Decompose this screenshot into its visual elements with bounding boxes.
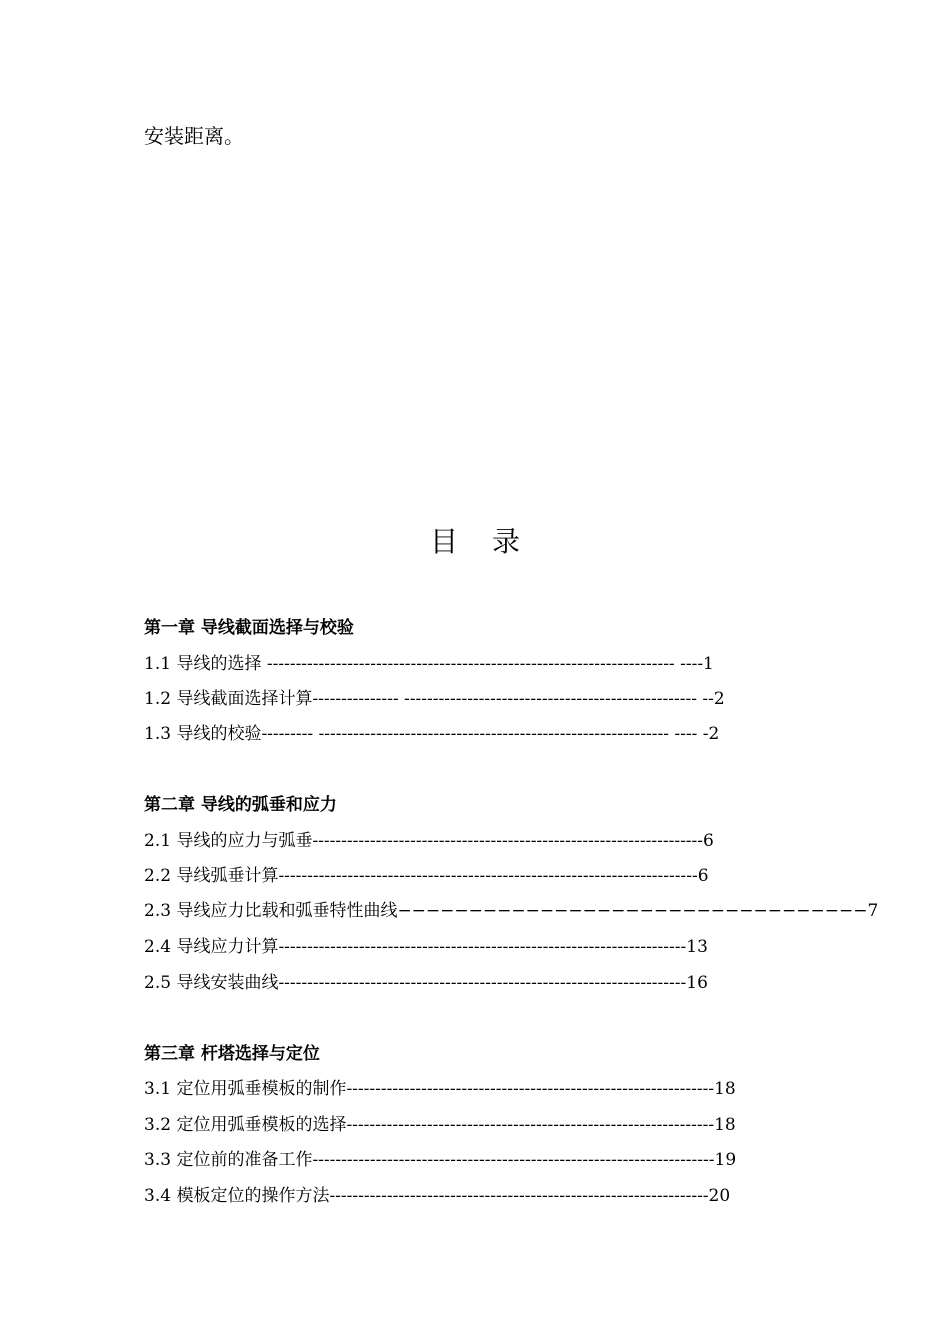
toc-entry-2-3: 2.3 导线应力比载和弧垂特性曲线−−−−−−−−−−−−−−−−−−−−−−−−−−−−−−−−−7 <box>144 901 879 921</box>
toc-entry-1-1: 1.1 导线的选择 ----------------------------------------------------------------------- ----1 <box>144 654 714 674</box>
toc-entry-3-3: 3.3 定位前的准备工作----------------------------------------------------------------------19 <box>144 1150 737 1170</box>
toc-entry-3-2: 3.2 定位用弧垂模板的选择----------------------------------------------------------------18 <box>144 1115 736 1135</box>
toc-chapter-1-heading: 第一章 导线截面选择与校验 <box>144 618 354 638</box>
toc-entry-3-4: 3.4 模板定位的操作方法------------------------------------------------------------------20 <box>144 1186 731 1206</box>
toc-chapter-3-heading: 第三章 杆塔选择与定位 <box>144 1044 320 1064</box>
toc-entry-2-5: 2.5 导线安装曲线-----------------------------------------------------------------------16 <box>144 973 708 993</box>
toc-entry-2-2: 2.2 导线弧垂计算-------------------------------------------------------------------------6 <box>144 866 709 886</box>
toc-title: 目录 <box>429 525 554 558</box>
toc-chapter-2-heading: 第二章 导线的弧垂和应力 <box>144 795 337 815</box>
toc-entry-3-1: 3.1 定位用弧垂模板的制作----------------------------------------------------------------18 <box>144 1079 736 1099</box>
toc-entry-1-3: 1.3 导线的校验--------- ------------------------------------------------------------- ---- -2 <box>144 724 720 744</box>
toc-entry-2-4: 2.4 导线应力计算-----------------------------------------------------------------------13 <box>144 937 708 957</box>
intro-text: 安装距离。 <box>144 124 244 148</box>
toc-entry-1-2: 1.2 导线截面选择计算--------------- --------------------------------------------------- --2 <box>144 689 725 709</box>
toc-entry-2-1: 2.1 导线的应力与弧垂--------------------------------------------------------------------6 <box>144 831 714 851</box>
